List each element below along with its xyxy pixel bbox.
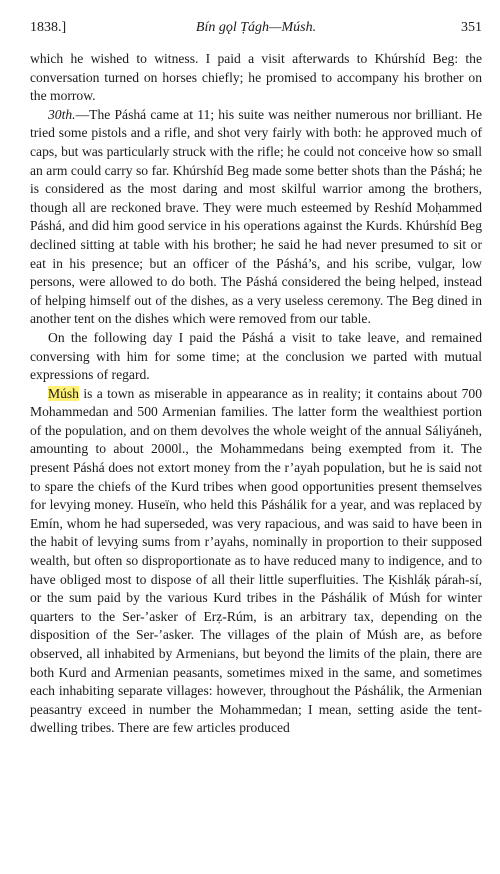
header-year: 1838.] xyxy=(30,20,67,35)
entry-date: 30th. xyxy=(48,106,76,122)
paragraph-3 xyxy=(30,329,482,385)
running-header xyxy=(30,20,482,42)
paragraph-3-text: On the following day I paid the Páshá a visit to take leave, and remained conversing with him for some time; at the conclusion we parted with mutual expressions of regard. xyxy=(30,329,482,383)
body-text xyxy=(30,50,482,738)
paragraph-2-text: —The Páshá came at 11; his suite was neither numerous nor brilliant. He tried some pistols and a rifle, and shot very fairly with both: he approved much of caps, but was particularly struck with the rifle; he could not conceive how so small an arm could carry so far. Khúrshíd Beg made some better shots than the Páshá; he is considered as the most daring and most skilful warrior among the brothers, though all are reckoned brave. They were much esteemed by Reshíd Moḥammed Páshá, and did him good service in his operations against the Kurds. Khúrshíd Beg declined sitting at table with his brother; he said he had never presumed to sit or eat in his presence; but an officer of the Páshá’s, and his scribe, vulgar, low persons, were allowed to do both. The Páshá considered the being helped, instead of helping himself out of the dishes, as a very useless ceremony. The Beg dined in another tent on the dishes which were removed from our table. xyxy=(30,106,482,327)
header-title: Bín gǫl Ṭágh—Músh. xyxy=(195,20,317,35)
paragraph-4 xyxy=(30,385,482,738)
paragraph-4-text: is a town as miserable in appearance as in reality; it contains about 700 Mohammedan and 500 Armenian families. The latter form the wealthiest portion of the population, and on them devolves the whole weight of the annual Sáliyáneh, amounting to about 2000l., the Mohammedans being exempted from it. The present Páshá does not extort money from the r’ayah population, but he is said not to spare the chiefs of the Kurd tribes when good opportunities present themselves for levying money. Huseïn, who held this Páshálik for a year, and was replaced by Emín, whom he had superseded, was very rapacious, and was said to have been in the habit of levying sums from r’ayahs, nominally in proportion to their supposed wealth, but often so disproportionate as to have reduced many to indigence, and to have obliged most to dispose of all their little superfluities. The Ḳishláḳ párah-sí, or the sum paid by the various Kurd tribes in the Páshálik of Músh for winter quarters to the Ser-’asker of Erẓ-Rúm, is an arbitrary tax, depending on the disposition of the Ser-’asker. The villages of the plain of Músh are, as before observed, all inhabited by Armenians, but beyond the limits of the plain, there are both Kurd and Armenian peasants, sometimes mixed in the same, and sometimes each inhabiting separate villages: however, throughout the Páshálik, the Armenian peasantry exceed in number the Mohammedan; I mean, setting aside the tent-dwelling tribes. There are few articles produced xyxy=(30,385,482,736)
page-number: 351 xyxy=(461,20,482,35)
paragraph-1-text: which he wished to witness. I paid a visit afterwards to Khúrshíd Beg: the conversation turned on horses chiefly; he promised to accompany his brother on the morrow. xyxy=(30,51,482,104)
paragraph-1 xyxy=(30,50,482,106)
paragraph-2 xyxy=(30,106,482,329)
highlighted-word: Músh xyxy=(48,385,79,401)
